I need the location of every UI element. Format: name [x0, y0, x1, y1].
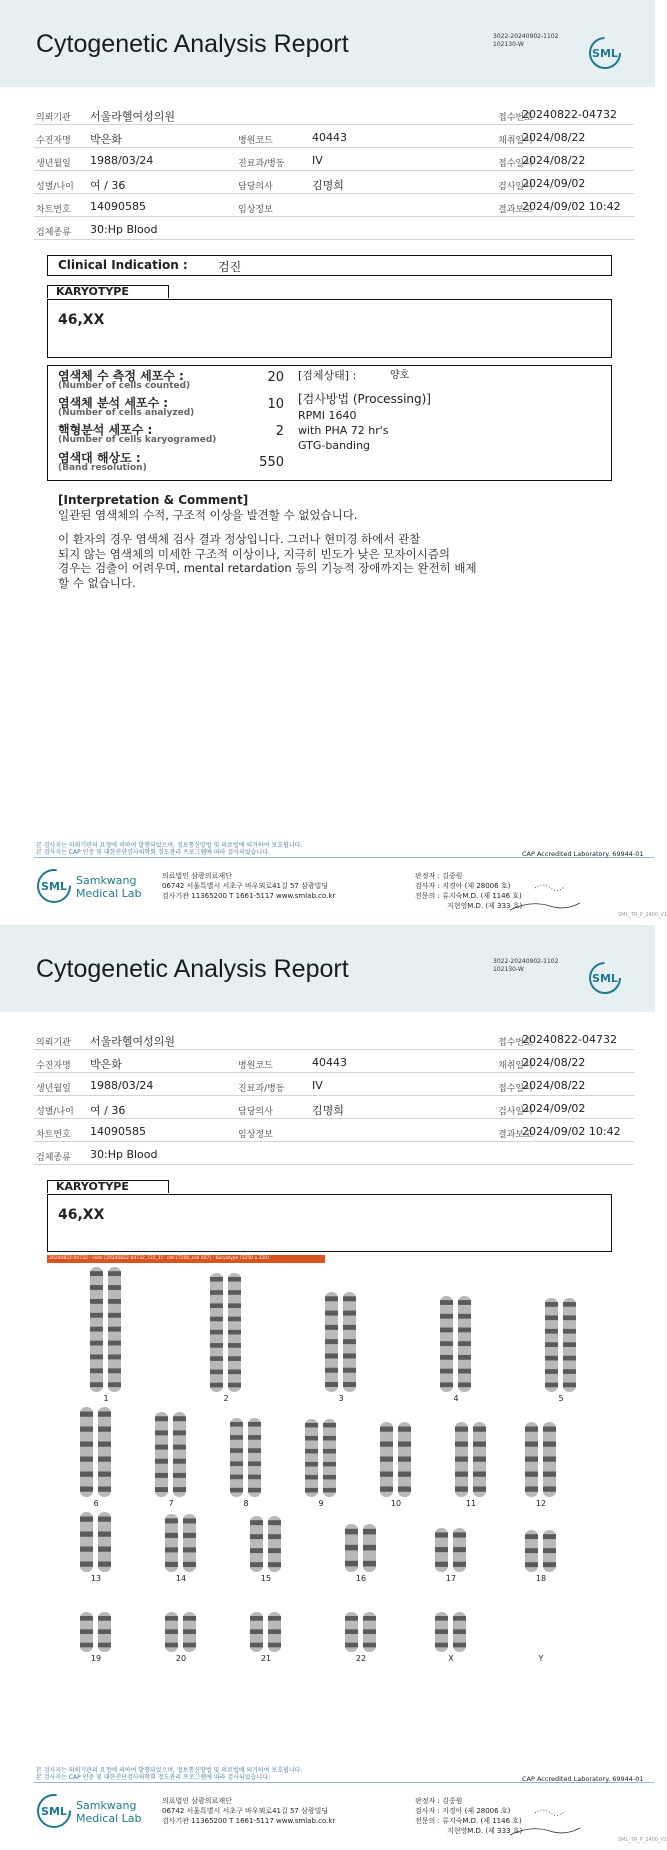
chromosome-label: 16	[355, 1574, 367, 1583]
signature-icon	[500, 1805, 590, 1840]
chromosome-pair	[72, 1405, 122, 1499]
chromosome-label: 19	[90, 1654, 102, 1663]
karyotype-box	[47, 1194, 612, 1252]
chromosome-label: 3	[338, 1394, 344, 1403]
collected-date: 2024/08/22	[522, 1056, 586, 1069]
chromosome-label: 14	[175, 1574, 187, 1583]
patient-name: 박은화	[90, 133, 122, 146]
interpretation-line: 경우는 검출이 어려우며, mental retardation 등의 기능적 장애까지는 완전히 배제	[58, 561, 477, 575]
processing-medium: RPMI 1640	[298, 409, 357, 422]
doctor-name: 김명희	[312, 1104, 344, 1117]
clinical-indication-label: Clinical Indication :	[58, 258, 188, 272]
chromosome-label: 8	[243, 1499, 249, 1508]
svg-text:Samkwang: Samkwang	[76, 874, 137, 887]
info-row: 수진자명 박은화 병원코드 40443 채취일시 2024/08/22	[34, 125, 634, 148]
karyotype-value: 46,XX	[58, 1207, 105, 1223]
signature-icon	[500, 880, 590, 915]
sex-age: 여 / 36	[90, 179, 126, 192]
institution: 서울라헬여성의원	[90, 110, 176, 123]
chromosome-pair	[447, 1420, 497, 1499]
hospital-code: 40443	[312, 1056, 347, 1069]
chromosome-pair	[537, 1296, 587, 1394]
chromosome-label: X	[448, 1654, 454, 1663]
interpretation-title: [Interpretation & Comment]	[58, 493, 249, 507]
cells-karyogramed-label: 핵형분석 세포수 : (Number of cells karyogramed)	[58, 423, 217, 445]
chromosome-pair	[72, 1510, 122, 1574]
reported-date: 2024/09/02 10:42	[522, 1125, 621, 1138]
footer-notice: 본 검사지는 의뢰기관의 요청에 의하여 발행되었으며, 정보통신망법 및 의료법에 의거하여 보호됩니다. 본 검사지는 CAP 인증 및 대한진단검사의학회 정도관리 프로그램에 따라 검사되었습니다.	[36, 1767, 303, 1781]
chromosome-pair	[432, 1294, 482, 1394]
reported-date: 2024/09/02 10:42	[522, 200, 621, 213]
sml-logo-icon	[588, 36, 622, 70]
info-row: 성별/나이 여 / 36 담당의사 김명희 검사일시 2024/09/02	[34, 1096, 634, 1119]
band-resolution-value: 550	[259, 455, 284, 470]
report-page-2	[0, 925, 667, 1850]
info-row: 검체종류 30:Hp Blood	[34, 217, 634, 240]
date-of-birth: 1988/03/24	[90, 154, 154, 167]
report-title: Cytogenetic Analysis Report	[36, 955, 349, 983]
chromosome-pair	[427, 1610, 477, 1654]
cells-counted-value: 20	[267, 370, 284, 385]
cells-analyzed-value: 10	[267, 397, 284, 412]
institution: 서울라헬여성의원	[90, 1035, 176, 1048]
department: IV	[312, 154, 323, 167]
chromosome-pair	[337, 1522, 387, 1574]
sex-age: 여 / 36	[90, 1104, 126, 1117]
chromosome-pair	[517, 1420, 567, 1499]
received-date: 2024/08/22	[522, 154, 586, 167]
svg-text:Medical Lab: Medical Lab	[76, 887, 142, 900]
karyotype-tab-label: KARYOTYPE	[47, 285, 169, 298]
chromosome-label: 15	[260, 1574, 272, 1583]
chromosome-pair	[242, 1610, 292, 1654]
interpretation-line: 할 수 없습니다.	[58, 575, 136, 590]
chromosome-pair	[202, 1271, 252, 1394]
received-date: 2024/08/22	[522, 1079, 586, 1092]
report-header	[0, 0, 655, 87]
cap-accreditation: CAP Accredited Laboratory. 69944-01	[522, 1775, 644, 1783]
interpretation-line: 되지 않는 염색체의 미세한 구조적 이상이나, 지극히 빈도가 낮은 모자이시즘의	[58, 546, 451, 561]
chromosome-label: 18	[535, 1574, 547, 1583]
interpretation-line: 일관된 염색체의 수적, 구조적 이상을 발견할 수 없었습니다.	[58, 507, 358, 522]
collected-date: 2024/08/22	[522, 131, 586, 144]
chromosome-label: 7	[168, 1499, 174, 1508]
karyotype-value: 46,XX	[58, 312, 105, 328]
chromosome-label: 17	[445, 1574, 457, 1583]
chromosome-label: 21	[260, 1654, 272, 1663]
svg-text:Medical Lab: Medical Lab	[76, 1812, 142, 1825]
interpretation-line: 이 환자의 경우 염색체 검사 결과 정상입니다. 그러나 현미경 하에서 관찰	[58, 532, 421, 546]
sml-logo-icon	[588, 961, 622, 995]
specimen-status-value: 양호	[390, 370, 410, 381]
chromosome-pair	[157, 1610, 207, 1654]
info-row: 의뢰기관 서울라헬여성의원 접수번호 20240822-04732	[34, 1027, 634, 1050]
document-code: 3022-20240902-1102 102130-W	[493, 33, 559, 48]
karyogram-image	[47, 1265, 612, 1725]
chromosome-label: 20	[175, 1654, 187, 1663]
cell-counts-box	[47, 365, 612, 481]
karyotype-box	[47, 299, 612, 358]
samkwang-logo-icon	[36, 1791, 156, 1831]
karyogram-caption: 20240822-04732 - slide [20240822-04732_722_1] : cell [7200_cell 407] : Karyotype (1250 x 320)	[47, 1255, 325, 1263]
cells-counted-label: 염색체 수 측정 세포수 : (Number of cells counted)	[58, 369, 191, 391]
clinical-indication-box	[47, 255, 612, 276]
department: IV	[312, 1079, 323, 1092]
patient-info-table	[34, 1027, 634, 1165]
samkwang-logo	[36, 866, 156, 910]
chromosome-label: 6	[93, 1499, 99, 1508]
chromosome-label: 12	[535, 1499, 547, 1508]
chromosome-pair	[427, 1526, 477, 1574]
svg-text:SML: SML	[41, 880, 67, 893]
chromosome-pair	[372, 1420, 422, 1499]
chromosome-pair	[297, 1417, 347, 1499]
doctor-name: 김명희	[312, 179, 344, 192]
svg-text:SML: SML	[41, 1805, 67, 1818]
specimen-type: 30:Hp Blood	[90, 1148, 158, 1161]
info-row: 생년월일 1988/03/24 진료과/병동 IV 접수일시 2024/08/22	[34, 148, 634, 171]
band-resolution-label: 염색대 해상도 : (Band resolution)	[58, 451, 147, 473]
version-code: SML_TR_P_2400_V1	[618, 912, 667, 918]
chromosome-pair	[147, 1410, 197, 1499]
clinical-indication-value: 검진	[218, 260, 242, 274]
hospital-code: 40443	[312, 131, 347, 144]
chromosome-label: 22	[355, 1654, 367, 1663]
chromosome-label: 2	[223, 1394, 229, 1403]
chromosome-pair	[72, 1610, 122, 1654]
info-row: 생년월일 1988/03/24 진료과/병동 IV 접수일시 2024/08/22	[34, 1073, 634, 1096]
patient-name: 박은화	[90, 1058, 122, 1071]
svg-text:SML: SML	[592, 47, 618, 60]
karyotype-tab-label: KARYOTYPE	[47, 1180, 169, 1193]
chart-number: 14090585	[90, 200, 146, 213]
info-row: 차트번호 14090585 임상정보 결과보고 2024/09/02 10:42	[34, 1119, 634, 1142]
patient-info-table	[34, 102, 634, 240]
chromosome-label: 1	[103, 1394, 109, 1403]
specimen-status-label: [검체상태] :	[298, 369, 357, 382]
specimen-type: 30:Hp Blood	[90, 223, 158, 236]
svg-text:Samkwang: Samkwang	[76, 1799, 137, 1812]
chromosome-pair	[82, 1265, 132, 1394]
footer-address: 의료법인 삼광의료재단 06742 서울특별시 서초구 바우뫼로41길 57 삼광빌딩 검사기관 11365200 T 1661-5117 www.smlab.co.kr	[162, 1797, 336, 1825]
chromosome-label: 9	[318, 1499, 324, 1508]
info-row: 검체종류 30:Hp Blood	[34, 1142, 634, 1165]
chromosome-label: 5	[558, 1394, 564, 1403]
document-code: 3022-20240902-1102 102130-W	[493, 958, 559, 973]
processing-label: [검사방법 (Processing)]	[298, 392, 431, 406]
chromosome-pair	[242, 1514, 292, 1574]
footer-address: 의료법인 삼광의료재단 06742 서울특별시 서초구 바우뫼로41길 57 삼광빌딩 검사기관 11365200 T 1661-5117 www.smlab.co.kr	[162, 872, 336, 900]
cells-karyogramed-value: 2	[275, 424, 284, 439]
processing-pha: with PHA 72 hr's	[298, 424, 389, 437]
version-code: SML_TR_P_2400_V1	[618, 1837, 667, 1843]
chromosome-pair	[517, 1528, 567, 1574]
processing-banding: GTG-banding	[298, 439, 371, 452]
chromosome-pair	[157, 1512, 207, 1574]
info-row: 수진자명 박은화 병원코드 40443 채취일시 2024/08/22	[34, 1050, 634, 1073]
chromosome-label: 10	[390, 1499, 402, 1508]
samkwang-logo	[36, 1791, 156, 1835]
tested-date: 2024/09/02	[522, 177, 586, 190]
tested-date: 2024/09/02	[522, 1102, 586, 1115]
svg-text:SML: SML	[592, 972, 618, 985]
chromosome-pair	[317, 1290, 367, 1394]
interpretation-section	[58, 493, 618, 590]
report-header	[0, 925, 655, 1012]
date-of-birth: 1988/03/24	[90, 1079, 154, 1092]
chromosome-pair	[337, 1610, 387, 1654]
cap-accreditation: CAP Accredited Laboratory. 69944-01	[522, 850, 644, 858]
cells-analyzed-label: 염색체 분석 세포수 : (Number of cells analyzed)	[58, 396, 195, 418]
footer-staff: 판정자 : 김중원 검사자 : 지경아 (제 28006 호) 전문의 : 류지숙M.D. (제 1146 호) 지현영M.D. (제 333 호)	[415, 872, 523, 910]
accession-number: 20240822-04732	[522, 1033, 617, 1046]
chromosome-pair	[222, 1416, 272, 1499]
footer-notice: 본 검사지는 의뢰기관의 요청에 의하여 발행되었으며, 정보통신망법 및 의료법에 의거하여 보호됩니다. 본 검사지는 CAP 인증 및 대한진단검사의학회 정도관리 프로그램에 따라 검사되었습니다.	[36, 842, 303, 856]
chromosome-label: 4	[453, 1394, 459, 1403]
footer-staff: 판정자 : 김중원 검사자 : 지경아 (제 28006 호) 전문의 : 류지숙M.D. (제 1146 호) 지현영M.D. (제 333 호)	[415, 1797, 523, 1835]
report-title: Cytogenetic Analysis Report	[36, 30, 349, 58]
info-row: 성별/나이 여 / 36 담당의사 김명희 검사일시 2024/09/02	[34, 171, 634, 194]
samkwang-logo-icon	[36, 866, 156, 906]
chromosome-label: 13	[90, 1574, 102, 1583]
chromosome-label: 11	[465, 1499, 477, 1508]
chart-number: 14090585	[90, 1125, 146, 1138]
accession-number: 20240822-04732	[522, 108, 617, 121]
info-row: 의뢰기관 서울라헬여성의원 접수번호 20240822-04732	[34, 102, 634, 125]
info-row: 차트번호 14090585 임상정보 결과보고 2024/09/02 10:42	[34, 194, 634, 217]
chromosome-label: Y	[538, 1654, 544, 1663]
